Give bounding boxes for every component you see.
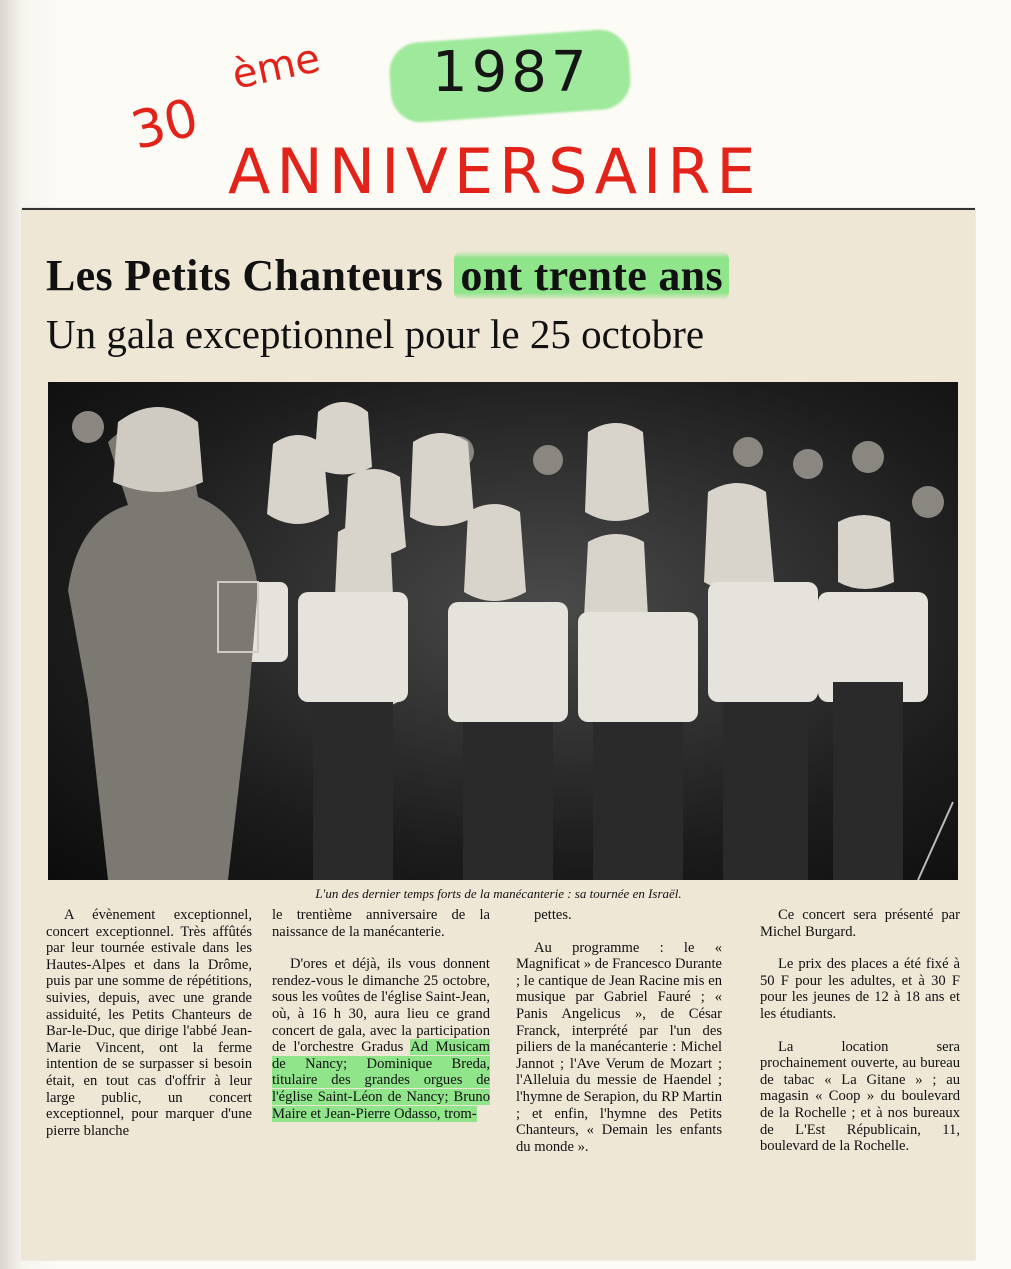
col4-paragraph-1: Ce concert sera présenté par Michel Burgard. xyxy=(760,907,960,940)
col3-paragraph-2: Au programme : le « Magnificat » de Francesco Durante ; le cantique de Jean Racine mis en musique par Gabriel Fauré ; « Panis Angelicus », de César Franck, interprété par l'un des piliers de la manécanterie : Michel Jannot ; l'Ave Verum de Mozart ; l'Alleluia du messie de Haendel ; l'hymne de Serapion, du RP Martin ; et enfin, l'hymne des Petits Chanteurs, « Demain les enfants du monde ». xyxy=(516,939,722,1155)
handwritten-anniversary-suffix: ème xyxy=(228,35,325,99)
col3-paragraph-1: pettes. xyxy=(534,907,572,923)
subheadline: Un gala exceptionnel pour le 25 octobre xyxy=(46,311,705,357)
handwritten-anniversary-word: ANNIVERSAIRE xyxy=(228,135,762,208)
article-column-2 xyxy=(272,907,490,1138)
col4-paragraph-2: Le prix des places a été fixé à 50 F pour les adultes, et à 30 F pour les jeunes de 12 à 18 ans et les étudiants. xyxy=(760,956,960,1022)
choir-photo xyxy=(48,382,958,880)
col1-paragraph: A évènement exceptionnel, concert exceptionnel. Très affûtés par leur tournée estivale dans les Hautes-Alpes et dans la Drôme, puis par une somme de répétitions, suivies, depuis, avec une grande assiduité, les Petits Chanteurs de Bar-le-Duc, que dirige l'abbé Jean-Marie Vincent, ont la ferme intention de se surpasser si besoin était, en tout cas d'offrir à leur large public, un concert exceptionnel, pour marquer d'une pierre blanche xyxy=(46,907,252,1139)
article-column-3 xyxy=(516,907,722,1171)
headline-part-1: Les Petits Chanteurs xyxy=(46,251,455,300)
article-column-4 xyxy=(760,907,960,1171)
col4-paragraph-3: La location sera prochainement ouverte, au bureau de tabac « La Gitane » ; au magasin « Coop » du boulevard de la Rochelle ; et à nos bureaux de L'Est Républicain, 11, boulevard de la Rochelle. xyxy=(760,1038,960,1155)
col2-highlighted-text: Ad Musicam de Nancy; Dominique Breda, titulaire des grandes orgues de l'église Saint-Léon de Nancy; Bruno Maire et Jean-Pierre Odasso, trom- xyxy=(272,1039,490,1122)
headline-block xyxy=(46,250,966,301)
headline xyxy=(46,251,729,300)
year-annotation xyxy=(380,22,630,132)
article-column-1 xyxy=(46,907,252,1155)
col2-paragraph-1: le trentième anniversaire de la naissance de la manécanterie. xyxy=(272,907,490,940)
headline-highlighted-part: ont trente ans xyxy=(454,251,729,300)
newspaper-clipping xyxy=(22,208,975,1260)
col2-paragraph-2-text: D'ores et déjà, ils vous donnent rendez-vous le dimanche 25 octobre, sous les voûtes de l'église Saint-Jean, où, à 16 h 30, aura lieu ce grand concert de gala, avec la participation de l'orchestre Gradus xyxy=(272,956,490,1056)
photo-caption: L'un des dernier temps forts de la manécanterie : sa tournée en Israël. xyxy=(315,886,682,901)
choir-photo-drawing xyxy=(48,382,958,880)
col2-paragraph-2 xyxy=(272,956,490,1122)
handwritten-year: 1987 xyxy=(432,40,591,105)
handwritten-anniversary-number: 30 xyxy=(125,87,205,162)
